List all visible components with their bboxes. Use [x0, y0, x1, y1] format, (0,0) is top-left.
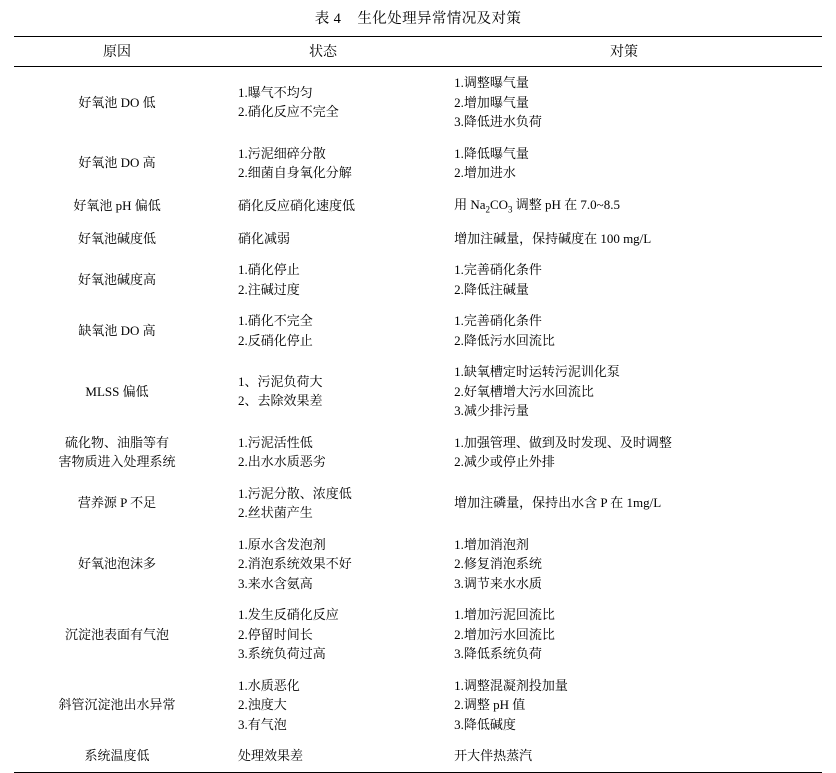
cell-state — [220, 189, 426, 223]
cell-counter-line: 2.好氧槽增大污水回流比 — [454, 383, 594, 399]
cell-state-line: 1.发生反硝化反应 — [238, 607, 339, 623]
cell-counter-lines — [454, 73, 822, 132]
cell-counter — [426, 478, 822, 529]
cell-cause — [14, 356, 220, 427]
column-header-cause: 原因 — [14, 37, 220, 67]
cell-cause-lines — [14, 554, 220, 574]
cell-state-line: 1.污泥分散、浓度低 — [238, 485, 352, 501]
cell-cause — [14, 529, 220, 600]
cell-counter-line: 2.增加污水回流比 — [454, 626, 555, 642]
cell-counter-line: 1.增加污泥回流比 — [454, 607, 555, 623]
cell-state — [220, 478, 426, 529]
biological-treatment-table — [14, 36, 822, 773]
cell-counter-line: 用 $Na_2CO_3$ 调整 pH 在 7.0~8.5 — [454, 196, 620, 215]
cell-cause-line: 系统温度低 — [84, 748, 150, 764]
cell-counter-lines — [454, 535, 822, 594]
table-row — [14, 254, 822, 305]
cell-counter-line: 2.减少或停止外排 — [454, 454, 555, 470]
cell-counter-line: 3.降低进水负荷 — [454, 114, 542, 129]
cell-counter-line: 2.增加曝气量 — [454, 94, 529, 110]
cell-state-line: 3.系统负荷过高 — [238, 646, 326, 662]
cell-state — [220, 254, 426, 305]
column-header-counter: 对策 — [426, 37, 822, 67]
cell-counter — [426, 356, 822, 427]
cell-counter-line: 3.减少排污量 — [454, 403, 529, 419]
cell-state-line: 2.硝化反应不完全 — [238, 104, 339, 120]
table-label: 表 4 — [314, 11, 342, 27]
table-row — [14, 427, 822, 478]
cell-cause — [14, 254, 220, 305]
cell-counter-line: 1.降低曝气量 — [454, 145, 529, 161]
cell-counter — [426, 138, 822, 189]
cell-counter-line: 1.加强管理、做到及时发现、及时调整 — [454, 434, 672, 450]
cell-counter-lines — [454, 676, 822, 735]
cell-state-line: 处理效果差 — [238, 748, 304, 764]
table-row — [14, 305, 822, 356]
cell-cause — [14, 189, 220, 223]
table-body — [14, 67, 822, 773]
cell-counter-line: 2.降低污水回流比 — [454, 332, 555, 348]
cell-cause-line: 害物质进入处理系统 — [58, 454, 176, 470]
cell-counter-line: 增加注碱量，保持碱度在 100 mg/L — [454, 230, 652, 246]
cell-state — [220, 670, 426, 741]
cell-state-line: 1、污泥负荷大 — [238, 373, 323, 389]
cell-state-line: 2、去除效果差 — [238, 393, 323, 409]
cell-cause — [14, 305, 220, 356]
cell-counter — [426, 670, 822, 741]
cell-cause-line: 好氧池碱度低 — [78, 230, 157, 246]
cell-cause-line: 营养源 P 不足 — [77, 495, 157, 511]
cell-cause-line: 沉淀池表面有气泡 — [65, 626, 170, 642]
cell-cause-lines — [14, 196, 220, 216]
table-row — [14, 356, 822, 427]
cell-counter-line: 1.调整混凝剂投加量 — [454, 677, 568, 693]
cell-counter-lines — [454, 229, 822, 249]
cell-cause — [14, 67, 220, 138]
cell-cause-line: 硫化物、油脂等有 — [65, 434, 170, 450]
cell-counter-line: 2.增加进水 — [454, 165, 516, 180]
cell-state-line: 1.原水含发泡剂 — [238, 536, 326, 552]
cell-state — [220, 67, 426, 138]
cell-cause-line: 好氧池 DO 低 — [78, 94, 156, 110]
cell-counter-lines — [454, 362, 822, 421]
cell-cause-lines — [14, 746, 220, 766]
cell-cause-lines — [14, 229, 220, 249]
cell-cause — [14, 599, 220, 670]
cell-state-lines — [238, 83, 426, 122]
cell-state-lines — [238, 144, 426, 183]
cell-cause-lines — [14, 433, 220, 472]
cell-counter — [426, 427, 822, 478]
cell-cause — [14, 223, 220, 255]
cell-counter — [426, 740, 822, 772]
cell-counter — [426, 189, 822, 223]
cell-state-lines — [238, 605, 426, 664]
cell-state-line: 2.注碱过度 — [238, 281, 300, 297]
cell-state-line: 1.曝气不均匀 — [238, 84, 313, 100]
cell-counter — [426, 529, 822, 600]
cell-cause-line: 好氧池泡沫多 — [78, 556, 157, 572]
cell-counter — [426, 305, 822, 356]
cell-counter-line: 开大伴热蒸汽 — [454, 748, 533, 764]
cell-state — [220, 305, 426, 356]
cell-cause — [14, 478, 220, 529]
cell-state-line: 2.丝状菌产生 — [238, 505, 313, 521]
cell-state-line: 硝化反应硝化速度低 — [238, 197, 356, 213]
table-row — [14, 189, 822, 223]
cell-counter-lines — [454, 605, 822, 664]
table-row — [14, 670, 822, 741]
table-row — [14, 67, 822, 138]
cell-state — [220, 223, 426, 255]
column-header-state: 状态 — [220, 37, 426, 67]
cell-state-line: 1.污泥活性低 — [238, 434, 313, 450]
cell-counter-lines — [454, 260, 822, 299]
cell-cause — [14, 138, 220, 189]
cell-counter-line: 3.降低系统负荷 — [454, 646, 542, 662]
cell-counter-line: 1.缺氧槽定时运转污泥训化泵 — [454, 364, 620, 380]
table-header-row — [14, 37, 822, 67]
cell-cause-line: 好氧池碱度高 — [78, 271, 157, 287]
cell-state-lines — [238, 484, 426, 523]
cell-counter-line: 3.降低碱度 — [454, 716, 516, 732]
table-title-text: 生化处理异常情况及对策 — [357, 11, 522, 27]
cell-state-line: 3.来水含氨高 — [238, 575, 313, 591]
table-row — [14, 138, 822, 189]
table-row — [14, 740, 822, 772]
cell-cause-lines — [14, 321, 220, 341]
cell-counter-lines — [454, 311, 822, 350]
cell-cause-line: MLSS 偏低 — [85, 383, 149, 399]
cell-state-line: 2.停留时间长 — [238, 626, 313, 642]
cell-cause-lines — [14, 382, 220, 402]
cell-cause-line: 好氧池 pH 偏低 — [73, 197, 161, 213]
cell-cause-lines — [14, 625, 220, 645]
cell-counter-line: 2.调整 pH 值 — [454, 697, 526, 713]
cell-state — [220, 138, 426, 189]
cell-counter-lines — [454, 746, 822, 766]
cell-counter-line: 增加注磷量，保持出水含 P 在 1mg/L — [454, 495, 662, 511]
cell-counter — [426, 599, 822, 670]
table-row — [14, 529, 822, 600]
cell-state-lines — [238, 372, 426, 411]
cell-state-line: 2.出水水质恶劣 — [238, 454, 326, 470]
cell-state — [220, 356, 426, 427]
cell-state-lines — [238, 196, 426, 216]
cell-state — [220, 599, 426, 670]
cell-state — [220, 740, 426, 772]
cell-state-lines — [238, 746, 426, 766]
cell-counter — [426, 67, 822, 138]
cell-counter-lines — [454, 195, 822, 217]
cell-state-line: 1.硝化停止 — [238, 262, 300, 278]
cell-cause-line: 好氧池 DO 高 — [78, 155, 156, 171]
cell-state-lines — [238, 676, 426, 735]
cell-state-line: 2.浊度大 — [238, 697, 287, 713]
table-row — [14, 478, 822, 529]
cell-state-line: 硝化减弱 — [238, 230, 291, 246]
cell-cause-lines — [14, 153, 220, 173]
cell-counter-line: 1.增加消泡剂 — [454, 536, 529, 552]
cell-cause-lines — [14, 493, 220, 513]
table-row — [14, 599, 822, 670]
cell-counter-line: 3.调节来水水质 — [454, 575, 542, 591]
cell-cause — [14, 670, 220, 741]
table-caption — [14, 0, 822, 36]
cell-counter — [426, 254, 822, 305]
cell-cause-lines — [14, 270, 220, 290]
cell-state-lines — [238, 229, 426, 249]
cell-state-lines — [238, 311, 426, 350]
cell-counter — [426, 223, 822, 255]
cell-state — [220, 427, 426, 478]
cell-state-line: 1.硝化不完全 — [238, 313, 313, 329]
table-header — [14, 37, 822, 67]
cell-counter-lines — [454, 144, 822, 183]
cell-cause-line: 斜管沉淀池出水异常 — [58, 697, 176, 713]
table-row — [14, 223, 822, 255]
cell-state-line: 1.水质恶化 — [238, 677, 300, 693]
cell-counter-line: 1.调整曝气量 — [454, 75, 529, 90]
cell-counter-line: 2.降低注碱量 — [454, 281, 529, 297]
cell-state-line: 1.污泥细碎分散 — [238, 145, 326, 161]
cell-cause-line: 缺氧池 DO 高 — [78, 322, 156, 338]
cell-counter-lines — [454, 493, 822, 513]
cell-state-lines — [238, 260, 426, 299]
cell-state — [220, 529, 426, 600]
cell-cause — [14, 740, 220, 772]
cell-counter-lines — [454, 433, 822, 472]
cell-counter-line: 2.修复消泡系统 — [454, 556, 542, 572]
cell-state-lines — [238, 433, 426, 472]
cell-state-line: 2.消泡系统效果不好 — [238, 556, 352, 572]
cell-counter-line: 1.完善硝化条件 — [454, 262, 542, 278]
cell-state-line: 2.细菌自身氧化分解 — [238, 165, 352, 180]
cell-state-line: 2.反硝化停止 — [238, 332, 313, 348]
cell-state-lines — [238, 535, 426, 594]
cell-cause-lines — [14, 93, 220, 113]
cell-cause — [14, 427, 220, 478]
cell-counter-line: 1.完善硝化条件 — [454, 313, 542, 329]
cell-state-line: 3.有气泡 — [238, 716, 287, 732]
